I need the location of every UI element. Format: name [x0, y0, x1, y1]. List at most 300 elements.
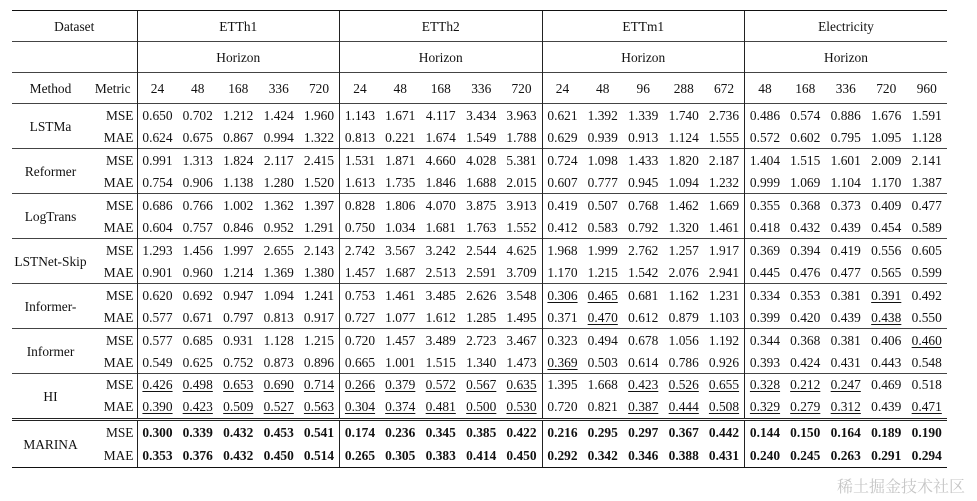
- value-text: 1.162: [668, 287, 699, 303]
- value-text: 0.419: [547, 197, 578, 213]
- value-cell: [826, 420, 867, 445]
- value-text: 0.300: [142, 425, 173, 441]
- value-text: 1.997: [223, 242, 254, 258]
- value-text: 1.591: [911, 107, 942, 123]
- value-text: 1.192: [708, 332, 740, 348]
- method-name: LSTMa: [12, 104, 89, 149]
- value-cell: [137, 396, 178, 420]
- value-cell: [137, 171, 178, 194]
- value-cell: [340, 351, 381, 374]
- value-text: 0.323: [547, 332, 578, 348]
- value-cell: [218, 239, 259, 262]
- value-text: 0.846: [223, 219, 254, 235]
- value-cell: [907, 306, 948, 329]
- value-text: 0.381: [830, 287, 861, 303]
- value-cell: [340, 126, 381, 149]
- table-row: [12, 126, 947, 149]
- value-cell: [664, 374, 705, 396]
- metric-name: MAE: [103, 309, 134, 325]
- value-cell: [299, 149, 340, 172]
- value-cell: [866, 306, 907, 329]
- value-cell: [664, 444, 705, 467]
- value-cell: [664, 104, 705, 127]
- value-text: 0.412: [547, 219, 578, 235]
- value-cell: [502, 396, 543, 420]
- value-text: 0.681: [628, 287, 659, 303]
- value-text: 0.624: [142, 129, 173, 145]
- metric-name: MSE: [89, 374, 137, 396]
- value-cell: [502, 104, 543, 127]
- dataset-name-ettm1: ETTm1: [542, 11, 745, 42]
- table-row: [12, 104, 947, 127]
- value-cell: [785, 374, 826, 396]
- value-cell: [218, 261, 259, 284]
- value-text: 0.422: [506, 425, 537, 441]
- value-cell: [380, 444, 421, 467]
- value-cell: [907, 261, 948, 284]
- value-text: 0.454: [871, 219, 902, 235]
- value-text: 0.418: [749, 219, 781, 235]
- dataset-name-electricity: Electricity: [745, 11, 948, 42]
- value-cell: [704, 239, 745, 262]
- value-cell: [542, 239, 583, 262]
- value-cell: [542, 351, 583, 374]
- value-text: 1.871: [385, 152, 416, 168]
- value-text: 0.572: [425, 377, 456, 393]
- value-text: 0.635: [506, 377, 537, 393]
- value-cell: [137, 306, 178, 329]
- value-text: 0.432: [223, 448, 254, 464]
- value-cell: [218, 284, 259, 307]
- value-cell: [178, 261, 219, 284]
- value-text: 0.583: [587, 219, 618, 235]
- value-text: 1.669: [708, 197, 740, 213]
- value-cell: [745, 194, 786, 217]
- value-text: 3.875: [466, 197, 497, 213]
- value-text: 1.668: [587, 377, 618, 393]
- value-cell: [178, 420, 219, 445]
- value-text: 1.077: [385, 309, 416, 325]
- value-text: 1.687: [385, 264, 416, 280]
- value-text: 1.104: [830, 174, 861, 190]
- value-cell: [259, 216, 300, 239]
- value-text: 0.724: [547, 152, 578, 168]
- value-cell: [259, 351, 300, 374]
- value-cell: [623, 194, 664, 217]
- value-cell: [623, 216, 664, 239]
- value-text: 1.473: [506, 354, 537, 370]
- value-cell: [704, 444, 745, 467]
- value-cell: [785, 239, 826, 262]
- value-cell: [421, 329, 462, 352]
- value-cell: [299, 284, 340, 307]
- value-cell: [502, 284, 543, 307]
- table-row: [12, 329, 947, 352]
- value-text: 0.692: [182, 287, 213, 303]
- value-cell: [178, 126, 219, 149]
- value-cell: [380, 261, 421, 284]
- value-text: 0.549: [142, 354, 173, 370]
- value-text: 0.498: [182, 377, 213, 393]
- value-cell: [218, 444, 259, 467]
- value-text: 0.572: [749, 129, 781, 145]
- value-text: 0.507: [587, 197, 618, 213]
- value-text: 0.439: [871, 399, 902, 415]
- value-text: 0.612: [628, 309, 659, 325]
- value-text: 0.469: [871, 377, 902, 393]
- value-text: 1.763: [466, 219, 497, 235]
- value-text: 0.306: [547, 287, 578, 303]
- value-text: 1.740: [668, 107, 699, 123]
- value-cell: [137, 420, 178, 445]
- value-text: 0.690: [263, 377, 294, 393]
- value-cell: [340, 374, 381, 396]
- value-text: 1.128: [263, 332, 294, 348]
- value-text: 0.720: [344, 332, 376, 348]
- value-cell: [380, 149, 421, 172]
- value-cell: [623, 149, 664, 172]
- horizon-header-row: [12, 42, 947, 73]
- value-cell: [745, 284, 786, 307]
- value-text: 0.602: [790, 129, 821, 145]
- value-cell: [664, 194, 705, 217]
- table-row: [12, 216, 947, 239]
- table-row: [12, 374, 947, 396]
- value-text: 0.432: [223, 425, 254, 441]
- value-cell: [340, 444, 381, 467]
- value-text: 0.653: [223, 377, 254, 393]
- value-cell: [259, 149, 300, 172]
- value-text: 0.750: [344, 219, 376, 235]
- value-text: 1.095: [871, 129, 902, 145]
- value-text: 1.552: [506, 219, 537, 235]
- value-cell: [542, 329, 583, 352]
- value-text: 0.391: [871, 287, 902, 303]
- value-text: 3.709: [506, 264, 537, 280]
- value-text: 1.001: [385, 354, 416, 370]
- value-cell: [907, 194, 948, 217]
- value-text: 1.340: [466, 354, 497, 370]
- value-text: 1.098: [587, 152, 618, 168]
- value-text: 0.373: [830, 197, 861, 213]
- value-text: 0.753: [344, 287, 376, 303]
- value-cell: [704, 351, 745, 374]
- value-text: 0.431: [830, 354, 861, 370]
- value-text: 3.434: [466, 107, 497, 123]
- value-text: 0.477: [911, 197, 942, 213]
- value-cell: [380, 374, 421, 396]
- value-cell: [583, 444, 624, 467]
- value-cell: [380, 194, 421, 217]
- value-cell: [704, 194, 745, 217]
- value-text: 0.926: [708, 354, 740, 370]
- value-cell: [704, 171, 745, 194]
- value-text: 0.445: [749, 264, 781, 280]
- value-cell: [745, 306, 786, 329]
- value-text: 0.906: [182, 174, 213, 190]
- value-text: 0.432: [790, 219, 821, 235]
- value-text: 0.419: [830, 242, 861, 258]
- value-text: 0.567: [466, 377, 497, 393]
- value-cell: [907, 351, 948, 374]
- horizon-value: 48: [178, 73, 219, 104]
- value-text: 0.339: [182, 425, 213, 441]
- value-cell: [785, 284, 826, 307]
- value-text: 0.720: [547, 399, 578, 415]
- value-cell: [218, 306, 259, 329]
- value-cell: [218, 351, 259, 374]
- metric-name: MAE: [89, 444, 137, 467]
- value-text: 1.601: [830, 152, 861, 168]
- value-cell: [502, 149, 543, 172]
- value-text: 0.279: [790, 399, 821, 415]
- value-cell: [259, 104, 300, 127]
- value-text: 2.626: [466, 287, 497, 303]
- value-text: 0.752: [223, 354, 254, 370]
- value-cell: [299, 104, 340, 127]
- value-text: 0.766: [182, 197, 213, 213]
- value-text: 1.520: [303, 174, 335, 190]
- value-cell: [421, 261, 462, 284]
- value-text: 1.002: [223, 197, 254, 213]
- value-text: 0.754: [142, 174, 173, 190]
- value-text: 3.548: [506, 287, 537, 303]
- value-cell: [583, 149, 624, 172]
- value-text: 1.395: [547, 377, 578, 393]
- value-cell: [461, 216, 502, 239]
- value-cell: [461, 194, 502, 217]
- value-text: 2.141: [911, 152, 942, 168]
- value-text: 0.813: [344, 129, 376, 145]
- value-cell: [583, 194, 624, 217]
- value-cell: [340, 329, 381, 352]
- value-text: 0.556: [871, 242, 902, 258]
- value-text: 0.917: [303, 309, 335, 325]
- metric-name: MSE: [89, 239, 137, 262]
- value-text: 2.009: [871, 152, 902, 168]
- value-cell: [664, 149, 705, 172]
- value-text: 1.380: [303, 264, 335, 280]
- value-cell: [866, 104, 907, 127]
- value-text: 0.221: [385, 129, 416, 145]
- table-row: [12, 396, 947, 420]
- horizon-value: 48: [745, 73, 786, 104]
- value-text: 3.242: [425, 242, 456, 258]
- value-cell: [299, 239, 340, 262]
- value-text: 0.607: [547, 174, 578, 190]
- value-cell: [380, 239, 421, 262]
- value-cell: [259, 444, 300, 467]
- value-cell: [340, 104, 381, 127]
- value-text: 1.339: [628, 107, 659, 123]
- value-cell: [340, 149, 381, 172]
- table-row: [12, 194, 947, 217]
- value-text: 0.367: [668, 425, 699, 441]
- value-cell: [218, 104, 259, 127]
- value-text: 0.678: [628, 332, 659, 348]
- value-cell: [502, 239, 543, 262]
- value-cell: [623, 420, 664, 445]
- value-text: 5.381: [506, 152, 537, 168]
- horizon-label: Horizon: [340, 42, 543, 73]
- value-cell: [178, 329, 219, 352]
- value-text: 3.913: [506, 197, 537, 213]
- value-text: 0.265: [344, 448, 376, 464]
- value-text: 0.792: [628, 219, 659, 235]
- value-cell: [623, 329, 664, 352]
- value-text: 0.813: [263, 309, 294, 325]
- value-text: 0.518: [911, 377, 942, 393]
- value-text: 1.456: [182, 242, 213, 258]
- method-name: LSTNet-Skip: [12, 239, 89, 284]
- value-text: 0.665: [344, 354, 376, 370]
- value-text: 1.285: [466, 309, 497, 325]
- value-cell: [907, 444, 948, 467]
- table-row: [12, 239, 947, 262]
- value-cell: [704, 374, 745, 396]
- horizon-value: 720: [866, 73, 907, 104]
- value-cell: [380, 329, 421, 352]
- value-cell: [826, 126, 867, 149]
- method-name: LogTrans: [12, 194, 89, 239]
- value-cell: [623, 306, 664, 329]
- value-text: 0.768: [628, 197, 659, 213]
- value-cell: [785, 149, 826, 172]
- value-text: 0.460: [911, 332, 942, 348]
- value-text: 1.433: [628, 152, 659, 168]
- value-cell: [583, 216, 624, 239]
- value-cell: [542, 104, 583, 127]
- value-text: 4.660: [425, 152, 456, 168]
- value-text: 1.280: [263, 174, 294, 190]
- value-cell: [178, 171, 219, 194]
- value-text: 0.509: [223, 399, 254, 415]
- value-text: 1.542: [628, 264, 659, 280]
- metric-name: MSE: [89, 420, 137, 445]
- value-cell: [502, 374, 543, 396]
- value-cell: [502, 194, 543, 217]
- value-cell: [178, 239, 219, 262]
- value-cell: [866, 239, 907, 262]
- horizon-value: 960: [907, 73, 948, 104]
- value-text: 1.555: [708, 129, 740, 145]
- value-cell: [583, 261, 624, 284]
- value-text: 3.485: [425, 287, 456, 303]
- value-text: 0.426: [142, 377, 173, 393]
- value-text: 0.797: [223, 309, 254, 325]
- value-text: 0.675: [182, 129, 213, 145]
- value-cell: [745, 216, 786, 239]
- value-cell: [542, 374, 583, 396]
- value-text: 0.541: [303, 425, 335, 441]
- value-cell: [461, 126, 502, 149]
- value-cell: [137, 444, 178, 467]
- value-text: 0.714: [303, 377, 335, 393]
- value-text: 2.187: [708, 152, 740, 168]
- value-cell: [299, 374, 340, 396]
- results-table-body: [12, 11, 947, 468]
- value-text: 0.144: [749, 425, 781, 441]
- value-cell: [542, 284, 583, 307]
- table-row: [12, 284, 947, 307]
- value-text: 0.409: [871, 197, 902, 213]
- value-cell: [826, 194, 867, 217]
- value-cell: [421, 306, 462, 329]
- value-cell: [542, 216, 583, 239]
- value-cell: [137, 261, 178, 284]
- value-cell: [340, 284, 381, 307]
- value-text: 2.415: [303, 152, 335, 168]
- value-text: 0.150: [790, 425, 821, 441]
- value-cell: [866, 261, 907, 284]
- value-text: 4.625: [506, 242, 537, 258]
- value-text: 0.190: [911, 425, 942, 441]
- value-text: 1.461: [708, 219, 740, 235]
- value-cell: [461, 239, 502, 262]
- value-cell: [340, 306, 381, 329]
- value-cell: [907, 420, 948, 445]
- value-cell: [137, 284, 178, 307]
- value-cell: [866, 396, 907, 420]
- value-text: 0.685: [182, 332, 213, 348]
- value-cell: [461, 351, 502, 374]
- value-cell: [380, 306, 421, 329]
- value-text: 2.762: [628, 242, 659, 258]
- horizon-value: 720: [502, 73, 543, 104]
- value-cell: [745, 126, 786, 149]
- value-cell: [745, 329, 786, 352]
- value-text: 0.702: [182, 107, 213, 123]
- metric-label: Metric: [89, 73, 137, 104]
- value-cell: [907, 216, 948, 239]
- value-cell: [907, 126, 948, 149]
- value-cell: [704, 284, 745, 307]
- value-text: 0.374: [385, 399, 416, 415]
- value-cell: [785, 444, 826, 467]
- value-text: 1.424: [263, 107, 294, 123]
- horizon-values-row: [12, 73, 947, 104]
- value-text: 0.563: [303, 399, 335, 415]
- value-text: 4.028: [466, 152, 497, 168]
- value-cell: [380, 351, 421, 374]
- value-text: 0.450: [263, 448, 294, 464]
- value-text: 4.070: [425, 197, 456, 213]
- value-cell: [907, 171, 948, 194]
- metric-name: MAE: [103, 174, 134, 190]
- value-text: 1.392: [587, 107, 618, 123]
- value-cell: [866, 444, 907, 467]
- value-text: 1.613: [344, 174, 376, 190]
- value-cell: [623, 261, 664, 284]
- value-text: 0.312: [830, 399, 861, 415]
- value-text: 0.376: [182, 448, 213, 464]
- value-text: 0.931: [223, 332, 254, 348]
- value-cell: [785, 420, 826, 445]
- value-cell: [664, 126, 705, 149]
- value-text: 0.236: [385, 425, 416, 441]
- value-cell: [623, 284, 664, 307]
- value-text: 1.320: [668, 219, 699, 235]
- value-text: 1.293: [142, 242, 173, 258]
- value-cell: [542, 126, 583, 149]
- value-cell: [866, 126, 907, 149]
- value-text: 0.387: [628, 399, 659, 415]
- value-text: 3.963: [506, 107, 537, 123]
- value-cell: [340, 171, 381, 194]
- value-text: 0.355: [749, 197, 781, 213]
- value-cell: [826, 374, 867, 396]
- table-row: [12, 149, 947, 172]
